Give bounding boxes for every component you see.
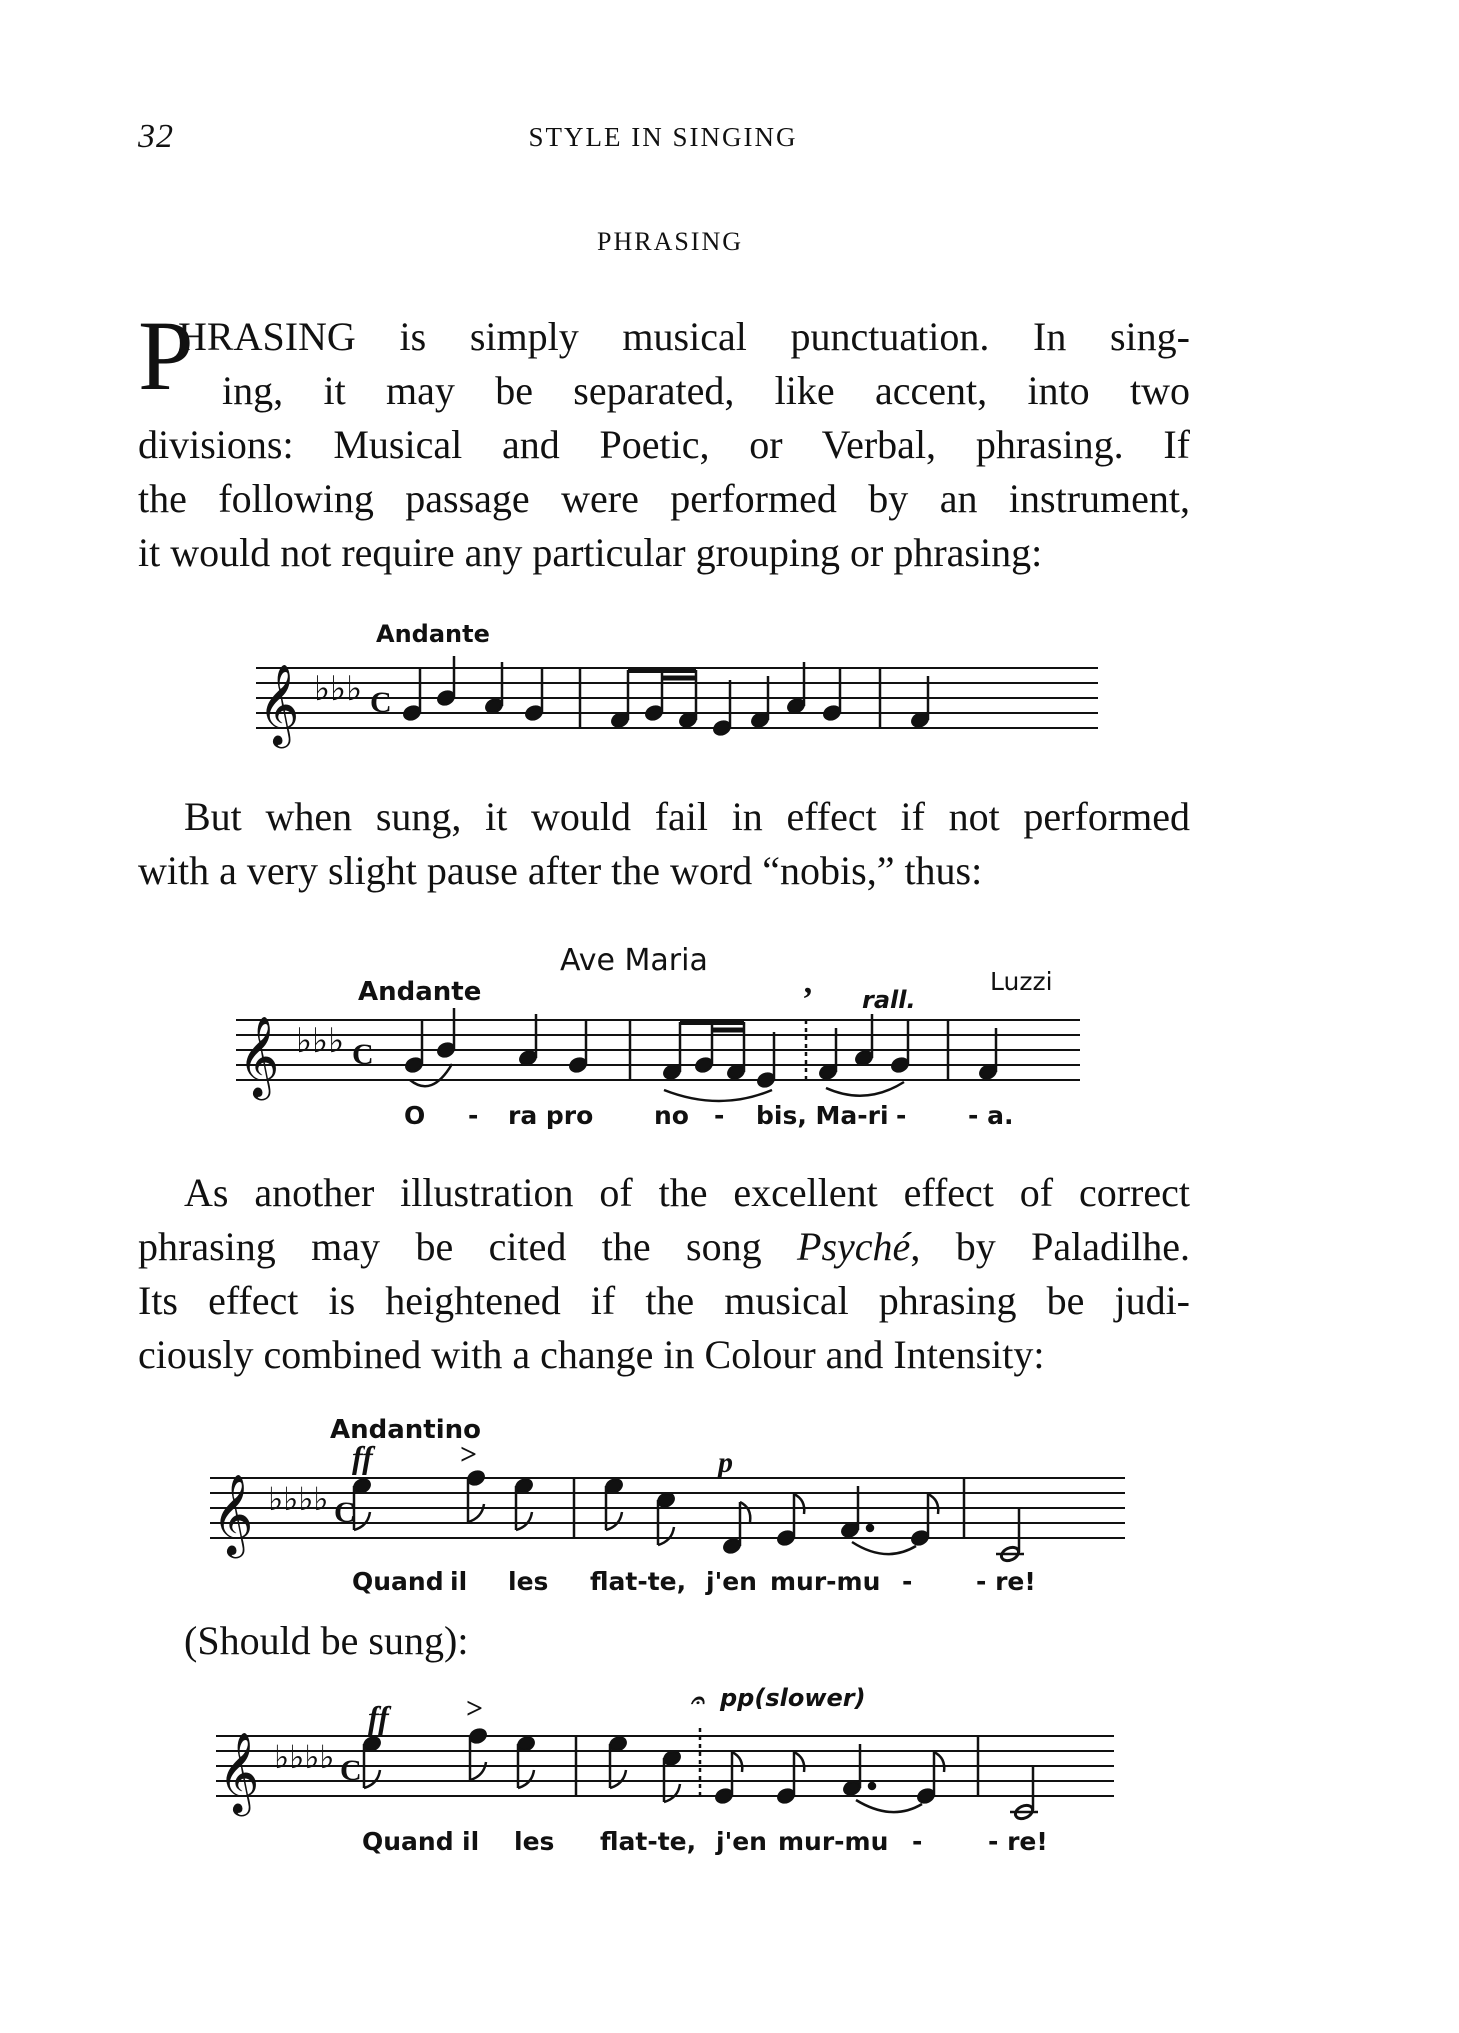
key-signature-flats: ♭♭♭	[296, 1023, 345, 1060]
para1-line-4: the following passage were performed by an instrument,	[138, 476, 1190, 521]
lyric-syllable: les	[508, 1567, 549, 1596]
lyric-syllable: flat-te,	[600, 1827, 697, 1856]
lyric-syllable: no	[654, 1101, 689, 1130]
lyric-syllable: - re!	[976, 1567, 1036, 1596]
treble-clef-icon: 𝄞	[212, 1477, 254, 1554]
lyric-syllable: il	[450, 1567, 468, 1596]
treble-clef-icon: 𝄞	[258, 667, 300, 744]
para1-line-2: ing, it may be separated, like accent, into two	[222, 368, 1190, 413]
direction-text: pp(slower)	[720, 1684, 866, 1712]
common-time-icon: C	[340, 1754, 362, 1787]
para2-line-2: with a very slight pause after the word “nobis,” thus:	[138, 848, 983, 893]
lyric-syllable: j'en	[716, 1827, 767, 1856]
lyric-syllable: les	[514, 1827, 555, 1856]
page-number: 32	[138, 118, 174, 155]
lyric-syllable: il	[462, 1827, 480, 1856]
key-signature-flats: ♭♭♭♭	[274, 1739, 335, 1775]
lyric-syllable: - a.	[968, 1101, 1014, 1130]
notes	[352, 1469, 1024, 1563]
lyric-syllable: - re!	[988, 1827, 1048, 1856]
tempo-marking: Andantino	[330, 1415, 482, 1445]
lyric-syllable: Quand	[352, 1567, 444, 1596]
accent-mark: >	[466, 1692, 484, 1725]
breath-mark: ’	[802, 981, 814, 1018]
lyric-syllable: -	[714, 1101, 725, 1130]
para1-line-3: divisions: Musical and Poetic, or Verbal, phrasing. If	[138, 422, 1190, 467]
lyric-syllable: -	[468, 1101, 479, 1130]
lyric-syllable: -	[896, 1101, 907, 1130]
para4-text: (Should be sung):	[184, 1618, 469, 1663]
treble-clef-icon: 𝄞	[218, 1735, 260, 1812]
lyric-syllable: mur-mu	[778, 1827, 889, 1856]
common-time-icon: C	[370, 686, 392, 719]
song-title-psyche: Psyché	[797, 1224, 911, 1269]
lyric-syllable: -	[912, 1827, 923, 1856]
lyric-syllable: j'en	[706, 1567, 757, 1596]
lyric-syllable: ra pro	[508, 1101, 594, 1130]
lyrics	[352, 1567, 1036, 1596]
lyric-syllable: mur-mu	[770, 1567, 881, 1596]
music-example-4	[216, 1684, 1114, 1856]
para3-line-1: As another illustration of the excellent effect of correct	[184, 1170, 1190, 1215]
key-signature-flats: ♭♭♭♭	[268, 1481, 329, 1517]
para3-line-2-post: , by Paladilhe.	[910, 1224, 1190, 1269]
song-title: Ave Maria	[560, 943, 708, 978]
lyric-syllable: flat-te,	[590, 1567, 687, 1596]
common-time-icon: C	[334, 1496, 356, 1529]
lyric-syllable: -	[902, 1567, 913, 1596]
tempo-marking: Andante	[358, 977, 482, 1007]
music-example-3	[210, 1415, 1125, 1596]
accent-mark: >	[460, 1438, 478, 1471]
section-title: PHRASING	[596, 227, 744, 256]
dynamic-p: p	[718, 1446, 733, 1479]
composer-name: Luzzi	[990, 967, 1053, 996]
para3-line-4: ciously combined with a change in Colour and Intensity:	[138, 1332, 1045, 1377]
para3-line-2-pre: phrasing may be cited the song	[138, 1224, 798, 1269]
lyric-syllable: Quand	[362, 1827, 454, 1856]
fermata-icon: 𝄐	[690, 1688, 704, 1714]
notes	[404, 1008, 998, 1101]
notes	[362, 1727, 1038, 1821]
para1-line-5: it would not require any particular grouping or phrasing:	[138, 530, 1043, 575]
music-example-2	[236, 943, 1080, 1130]
lyric-syllable: O	[404, 1101, 426, 1130]
dynamic-ff: ff	[368, 1699, 389, 1735]
tempo-marking: Andante	[376, 620, 490, 648]
treble-clef-icon: 𝄞	[238, 1019, 280, 1096]
key-signature-flats: ♭♭♭	[314, 671, 363, 708]
para1-line-1: HRASING is simply musical punctuation. In sing-	[178, 314, 1190, 359]
lyric-syllable: bis, Ma-ri	[756, 1101, 889, 1130]
running-head: STYLE IN SINGING	[528, 122, 798, 152]
rall-marking: rall.	[862, 986, 916, 1014]
para3-line-3: Its effect is heightened if the musical phrasing be judi-	[138, 1278, 1190, 1323]
drop-cap: P	[138, 300, 194, 411]
common-time-icon: C	[352, 1038, 374, 1071]
para2-line-1: But when sung, it would fail in effect if not performed	[184, 794, 1190, 839]
lyrics	[404, 1101, 1013, 1130]
music-example-1	[256, 620, 1098, 748]
lyrics	[362, 1827, 1048, 1856]
dynamic-ff: ff	[352, 1439, 373, 1475]
